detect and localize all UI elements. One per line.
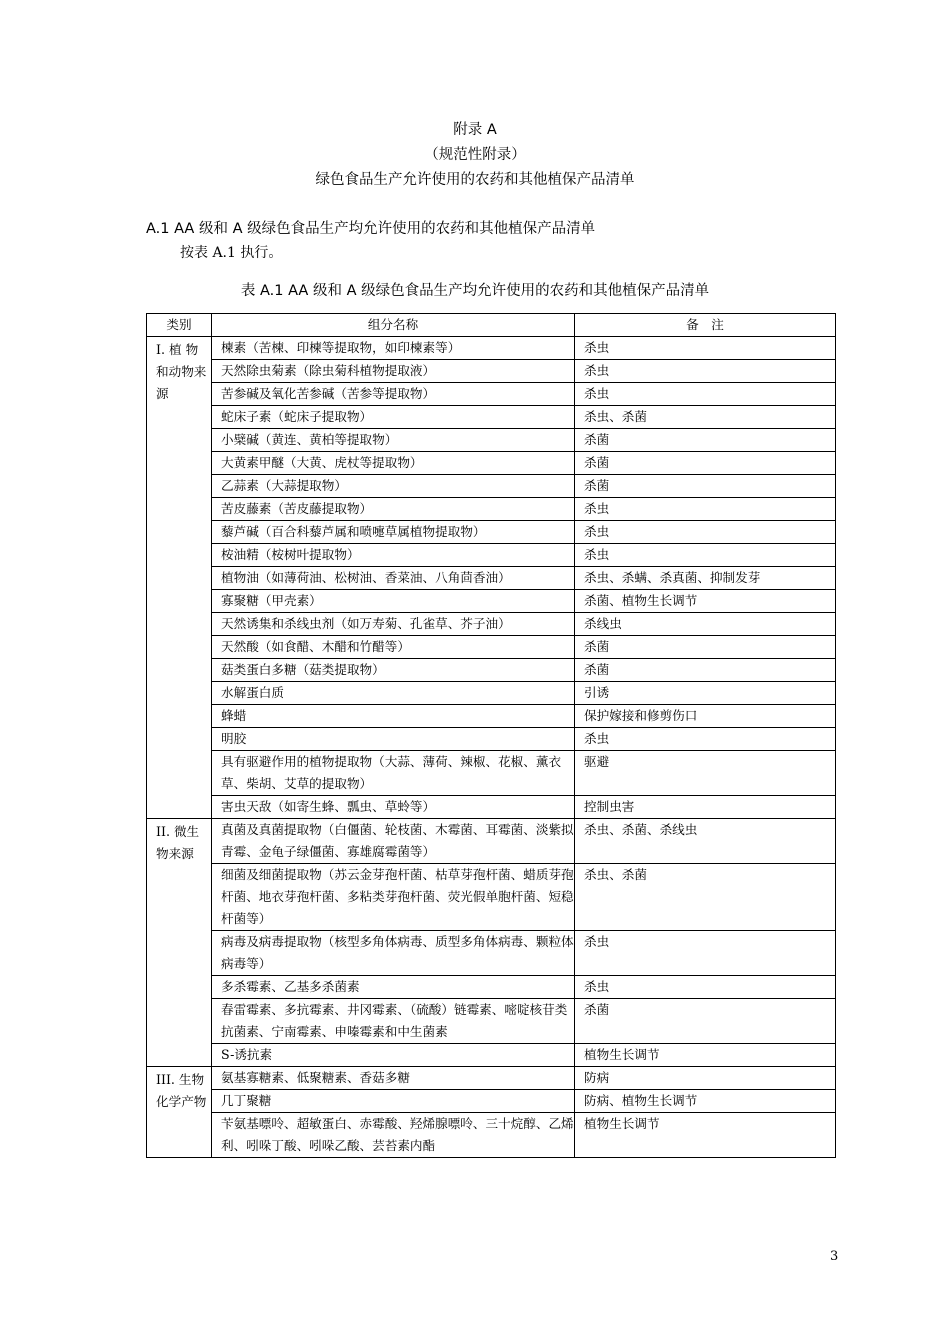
note-cell: 杀虫、杀菌 [575, 864, 836, 931]
component-name-cell: 大黄素甲醚（大黄、虎杖等提取物） [212, 452, 575, 475]
section-text: 按表 A.1 执行。 [180, 245, 283, 261]
section-heading: A.1 AA 级和 A 级绿色食品生产均允许使用的农药和其他植保产品清单 [146, 221, 596, 237]
table-row [147, 1113, 836, 1158]
table-row [147, 682, 836, 705]
note-cell: 杀虫 [575, 360, 836, 383]
note-cell: 杀虫 [575, 521, 836, 544]
component-name-cell: 苦参碱及氧化苦参碱（苦参等提取物） [212, 383, 575, 406]
note-cell: 控制虫害 [575, 796, 836, 819]
component-name-cell: 具有驱避作用的植物提取物（大蒜、薄荷、辣椒、花椒、薰衣草、柴胡、艾草的提取物） [212, 751, 575, 796]
note-cell: 杀虫 [575, 544, 836, 567]
table-row [147, 1090, 836, 1113]
appendix-heading: 绿色食品生产允许使用的农药和其他植保产品清单 [315, 172, 635, 188]
component-name-cell: 蜂蜡 [212, 705, 575, 728]
note-cell: 杀菌 [575, 475, 836, 498]
component-name-cell: 植物油（如薄荷油、松树油、香菜油、八角茴香油） [212, 567, 575, 590]
component-name-cell: 多杀霉素、乙基多杀菌素 [212, 976, 575, 999]
table-row [147, 1067, 836, 1090]
note-cell: 保护嫁接和修剪伤口 [575, 705, 836, 728]
table-caption: 表 A.1 AA 级和 A 级绿色食品生产均允许使用的农药和其他植保产品清单 [240, 283, 710, 299]
note-cell: 杀虫、杀菌 [575, 406, 836, 429]
note-cell: 杀虫 [575, 498, 836, 521]
component-name-cell: 苦皮藤素（苦皮藤提取物） [212, 498, 575, 521]
note-cell: 植物生长调节 [575, 1113, 836, 1158]
component-name-cell: 天然除虫菊素（除虫菊科植物提取液） [212, 360, 575, 383]
page-number: 3 [830, 1249, 839, 1264]
appendix-subtitle: （规范性附录） [424, 147, 526, 163]
category-cell: III. 生物化学产物 [147, 1067, 212, 1158]
table-row [147, 1044, 836, 1067]
table-row [147, 751, 836, 796]
component-name-cell: 天然诱集和杀线虫剂（如万寿菊、孔雀草、芥子油） [212, 613, 575, 636]
table-row [147, 360, 836, 383]
note-cell: 引诱 [575, 682, 836, 705]
note-cell: 杀菌 [575, 429, 836, 452]
component-name-cell: 菇类蛋白多糖（菇类提取物） [212, 659, 575, 682]
category-cell: I. 植 物和动物来源 [147, 337, 212, 819]
note-cell: 驱避 [575, 751, 836, 796]
component-name-cell: 苄氨基嘌呤、超敏蛋白、赤霉酸、羟烯腺嘌呤、三十烷醇、乙烯利、吲哚丁酸、吲哚乙酸、芸苔素内酯 [212, 1113, 575, 1158]
table-row [147, 544, 836, 567]
table-row [147, 498, 836, 521]
table-row [147, 383, 836, 406]
table-row [147, 521, 836, 544]
component-name-cell: 小檗碱（黄连、黄柏等提取物） [212, 429, 575, 452]
note-cell: 杀虫 [575, 337, 836, 360]
component-name-cell: 寡聚糖（甲壳素） [212, 590, 575, 613]
component-name-cell: 水解蛋白质 [212, 682, 575, 705]
component-name-cell: S-诱抗素 [212, 1044, 575, 1067]
component-name-cell: 桉油精（桉树叶提取物） [212, 544, 575, 567]
component-name-cell: 几丁聚糖 [212, 1090, 575, 1113]
note-cell: 杀虫 [575, 383, 836, 406]
header-name: 组分名称 [212, 314, 575, 337]
note-cell: 杀菌 [575, 999, 836, 1044]
table-row [147, 452, 836, 475]
table-row [147, 796, 836, 819]
component-name-cell: 真菌及真菌提取物（白僵菌、轮枝菌、木霉菌、耳霉菌、淡紫拟青霉、金龟子绿僵菌、寡雄腐霉菌等） [212, 819, 575, 864]
note-cell: 杀虫 [575, 976, 836, 999]
component-name-cell: 病毒及病毒提取物（核型多角体病毒、质型多角体病毒、颗粒体病毒等） [212, 931, 575, 976]
note-cell: 防病 [575, 1067, 836, 1090]
note-cell: 杀虫、杀菌、杀线虫 [575, 819, 836, 864]
pesticide-table [146, 313, 836, 1158]
table-row [147, 999, 836, 1044]
component-name-cell: 天然酸（如食醋、木醋和竹醋等） [212, 636, 575, 659]
component-name-cell: 藜芦碱（百合科藜芦属和喷嚏草属植物提取物） [212, 521, 575, 544]
table-row [147, 864, 836, 931]
table-row [147, 636, 836, 659]
note-cell: 杀菌 [575, 636, 836, 659]
component-name-cell: 氨基寡糖素、低聚糖素、香菇多糖 [212, 1067, 575, 1090]
table-row [147, 659, 836, 682]
table-row [147, 406, 836, 429]
appendix-title: 附录 A [453, 122, 497, 138]
table-row [147, 728, 836, 751]
note-cell: 杀虫、杀螨、杀真菌、抑制发芽 [575, 567, 836, 590]
header-note: 备 注 [575, 314, 836, 337]
table-row [147, 705, 836, 728]
note-cell: 杀菌 [575, 452, 836, 475]
component-name-cell: 害虫天敌（如寄生蜂、瓢虫、草蛉等） [212, 796, 575, 819]
note-cell: 杀线虫 [575, 613, 836, 636]
table-row [147, 567, 836, 590]
component-name-cell: 蛇床子素（蛇床子提取物） [212, 406, 575, 429]
note-cell: 杀虫 [575, 931, 836, 976]
note-cell: 杀菌 [575, 659, 836, 682]
note-cell: 杀菌、植物生长调节 [575, 590, 836, 613]
table-row [147, 337, 836, 360]
table-row [147, 475, 836, 498]
note-cell: 植物生长调节 [575, 1044, 836, 1067]
table-row [147, 590, 836, 613]
component-name-cell: 楝素（苦楝、印楝等提取物，如印楝素等） [212, 337, 575, 360]
table-row [147, 931, 836, 976]
table-row [147, 819, 836, 864]
note-cell: 防病、植物生长调节 [575, 1090, 836, 1113]
note-cell: 杀虫 [575, 728, 836, 751]
table-row [147, 429, 836, 452]
component-name-cell: 乙蒜素（大蒜提取物） [212, 475, 575, 498]
table-row [147, 976, 836, 999]
component-name-cell: 细菌及细菌提取物（苏云金芽孢杆菌、枯草芽孢杆菌、蜡质芽孢杆菌、地衣芽孢杆菌、多粘类芽孢杆菌、荧光假单胞杆菌、短稳杆菌等） [212, 864, 575, 931]
header-category: 类别 [147, 314, 212, 337]
component-name-cell: 明胶 [212, 728, 575, 751]
table-header-row [147, 314, 836, 337]
table-row [147, 613, 836, 636]
component-name-cell: 春雷霉素、多抗霉素、井冈霉素、（硫酸）链霉素、嘧啶核苷类抗菌素、宁南霉素、申嗪霉素和中生菌素 [212, 999, 575, 1044]
category-cell: II. 微生物来源 [147, 819, 212, 1067]
